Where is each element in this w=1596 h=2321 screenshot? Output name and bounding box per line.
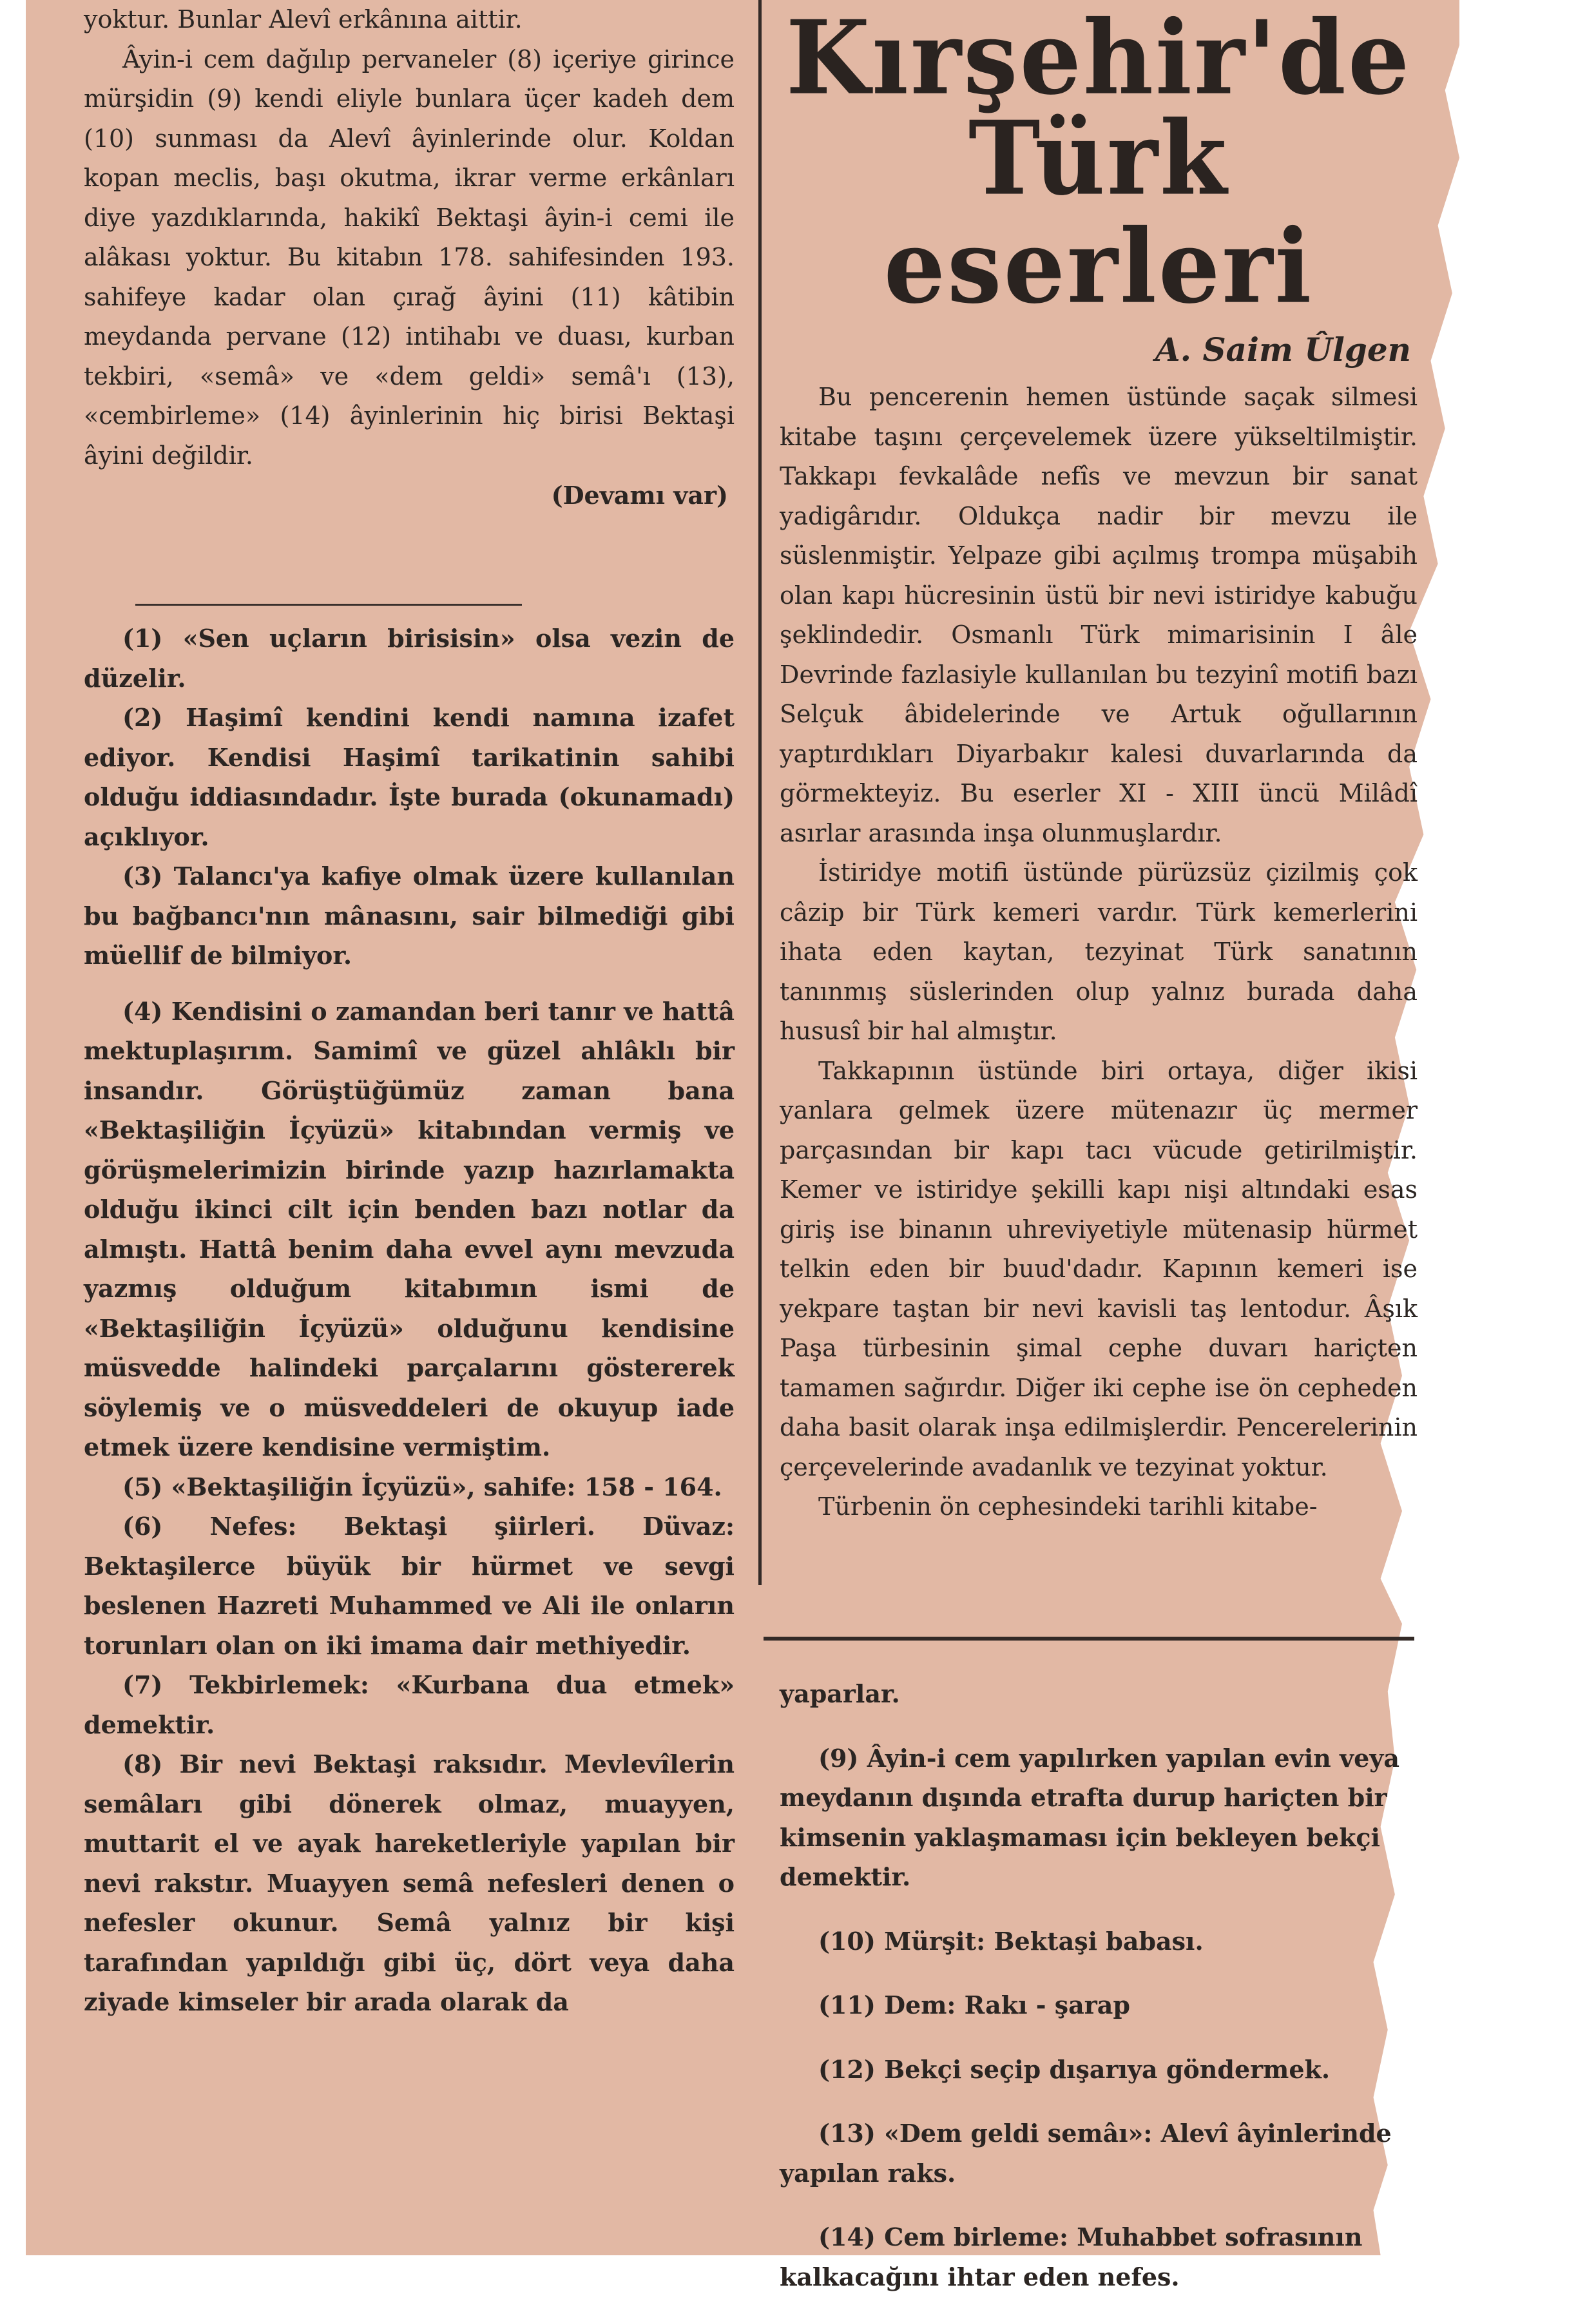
left-paragraph: yoktur. Bunlar Alevî erkânına aittir. bbox=[84, 5, 523, 34]
headline-line-2: Türk eserleri bbox=[883, 99, 1314, 327]
footnote: (12) Bekçi seçip dışarıya göndermek. bbox=[818, 2054, 1331, 2084]
article-paragraph: Bu pencerenin hemen üstünde saçak silmesi kitabe taşını çerçevelemek üzere yükseltilmiştir. Takkapı fevkalâde nefîs ve mevzun bir sanat yadigârıdır. Oldukça nadir bir mevzu ile süslenmiştir. Yelpaze gibi açılmış trompa müşabih olan kapı hücresinin üstü bir nevi istiridye kabuğu şeklindedir. Osmanlı Türk mimarisinin I âle Devrinde fazlasiyle kullanılan bu tezyinî motifi bazı Selçuk âbidelerinde ve Artuk oğullarının yaptırdıkları Diyarbakır kalesi duvarlarında da görmekteyiz. Bu eserler XI - XIII üncü Milâdî asırlar arasında inşa olunmuşlardır. bbox=[780, 383, 1418, 847]
left-column bbox=[84, 0, 735, 515]
footnote: (3) Talancı'ya kafiye olmak üzere kullanılan bu bağbancı'nın mânasını, sair bilmediği gibi müellif de bilmiyor. bbox=[84, 862, 735, 970]
footnote: (4) Kendisini o zamandan beri tanır ve hattâ mektuplaşırım. Samimî ve güzel ahlâklı bir insandır. Görüştüğümüz zaman bana «Bektaşiliğin İçyüzü» kitabından vermiş ve görüşmelerimizin birinde yazıp hazırlamakta olduğu ikinci cilt için benden bazı notlar da almıştı. Hattâ benim daha evvel aynı mevzuda yazmış olduğum kitabımın ismi de «Bektaşiliğin İçyüzü» olduğunu kendisine müsvedde halindeki parçalarını göstererek söylemiş ve o müsveddeleri de okuyup iade etmek üzere kendisine vermiştim. bbox=[84, 996, 735, 1461]
article-paragraph: İstiridye motifi üstünde pürüzsüz çizilmiş çok câzip bir Türk kemeri vardır. Türk kemerlerini ihata eden kaytan, tezyinat Türk sanatının tanınmış süslerinden olup yalnız burada daha hususî bir hal almıştır. bbox=[780, 858, 1418, 1045]
footnote: yaparlar. bbox=[780, 1679, 900, 1708]
footnote: (7) Tekbirlemek: «Kurbana dua etmek» demektir. bbox=[84, 1670, 735, 1739]
footnote: (13) «Dem geldi semâı»: Alevî âyinlerinde yapılan raks. bbox=[780, 2119, 1392, 2188]
headline-line-1: Kırşehir'de bbox=[785, 0, 1412, 118]
article-paragraph: Takkapının üstünde biri ortaya, diğer ikisi yanlara gelmek üzere mütenazır üç mermer parçasından bir kapı tacı vücude getirilmiştir. Kemer ve istiridye şekilli kapı nişi altındaki esas giriş ise binanın uhreviyetiyle mütenasip hürmet telkin eden bir buud'dadır. Kapının kemeri ise yekpare taştan bir nevi kavisli taş lentodur. Âşık Paşa türbesinin şimal cephe duvarı hariçten tamamen sağırdır. Diğer iki cephe ise ön cepheden daha basit olarak inşa edilmişlerdir. Pencerelerinin çerçevelerinde avadanlık ve tezyinat yoktur. bbox=[780, 1056, 1418, 1481]
footnote: (2) Haşimî kendini kendi namına izafet ediyor. Kendisi Haşimî tarikatinin sahibi olduğu iddiasındadır. İşte burada (okunamadı) açıklıyor. bbox=[84, 703, 735, 851]
article-paragraph: Türbenin ön cephesindeki tarihli kitabe- bbox=[818, 1492, 1318, 1521]
section-separator bbox=[764, 1637, 1414, 1641]
footnote-separator bbox=[135, 604, 522, 606]
footnote: (1) «Sen uçların birisisin» olsa vezin de düzelir. bbox=[84, 624, 735, 693]
footnote: (9) Âyin-i cem yapılırken yapılan evin veya meydanın dışında etrafta durup hariçten bir kimsenin yaklaşmaması için bekleyen bekçi demektir. bbox=[780, 1743, 1399, 1891]
byline: A. Saim Ûlgen bbox=[1155, 331, 1411, 369]
column-rule bbox=[758, 0, 762, 1585]
right-column bbox=[780, 0, 1418, 1527]
left-footnotes bbox=[84, 619, 735, 2022]
footnote: (10) Mürşit: Bektaşi babası. bbox=[818, 1926, 1204, 1956]
footnote: (11) Dem: Rakı - şarap bbox=[818, 1990, 1130, 2019]
footnote: (8) Bir nevi Bektaşi raksıdır. Mevlevîlerin semâları gibi dönerek olmaz, muayyen, muttarit el ve ayak hareketleriyle yapılan bir nevi rakstır. Muayyen semâ nefesleri denen o nefesler okunur. Semâ yalnız bir kişi tarafından yapıldığı gibi üç, dört veya daha ziyade kimseler bir arada olarak da bbox=[84, 1749, 735, 2016]
footnote: (14) Cem birleme: Muhabbet sofrasının kalkacağını ihtar eden nefes. bbox=[780, 2222, 1363, 2291]
right-footnotes bbox=[780, 1650, 1418, 2321]
left-paragraph: Âyin-i cem dağılıp pervaneler (8) içeriye girince mürşidin (9) kendi eliyle bunlara üçer kadeh dem (10) sunması da Alevî âyinlerinde olur. Koldan kopan meclis, başı okutma, ikrar verme erkânları diye yazdıklarında, hakikî Bektaşi âyin-i cemi ile alâkası yoktur. Bu kitabın 178. sahifesinden 193. sahifeye kadar olan çırağ âyini (11) kâtibin meydanda pervane (12) intihabı ve duası, kurban tekbiri, «semâ» ve «dem geldi» semâ'ı (13), «cembirleme» (14) âyinlerinin hiç birisi Bektaşi âyini değildir. bbox=[84, 44, 735, 470]
footnote: (6) Nefes: Bektaşi şiirleri. Düvaz: Bektaşilerce büyük bir hürmet ve sevgi beslenen Hazreti Muhammed ve Ali ile onların torunları olan on iki imama dair methiyedir. bbox=[84, 1512, 735, 1660]
continued-note: (Devamı var) bbox=[551, 481, 728, 510]
footnote: (5) «Bektaşiliğin İçyüzü», sahife: 158 - 164. bbox=[122, 1472, 722, 1501]
